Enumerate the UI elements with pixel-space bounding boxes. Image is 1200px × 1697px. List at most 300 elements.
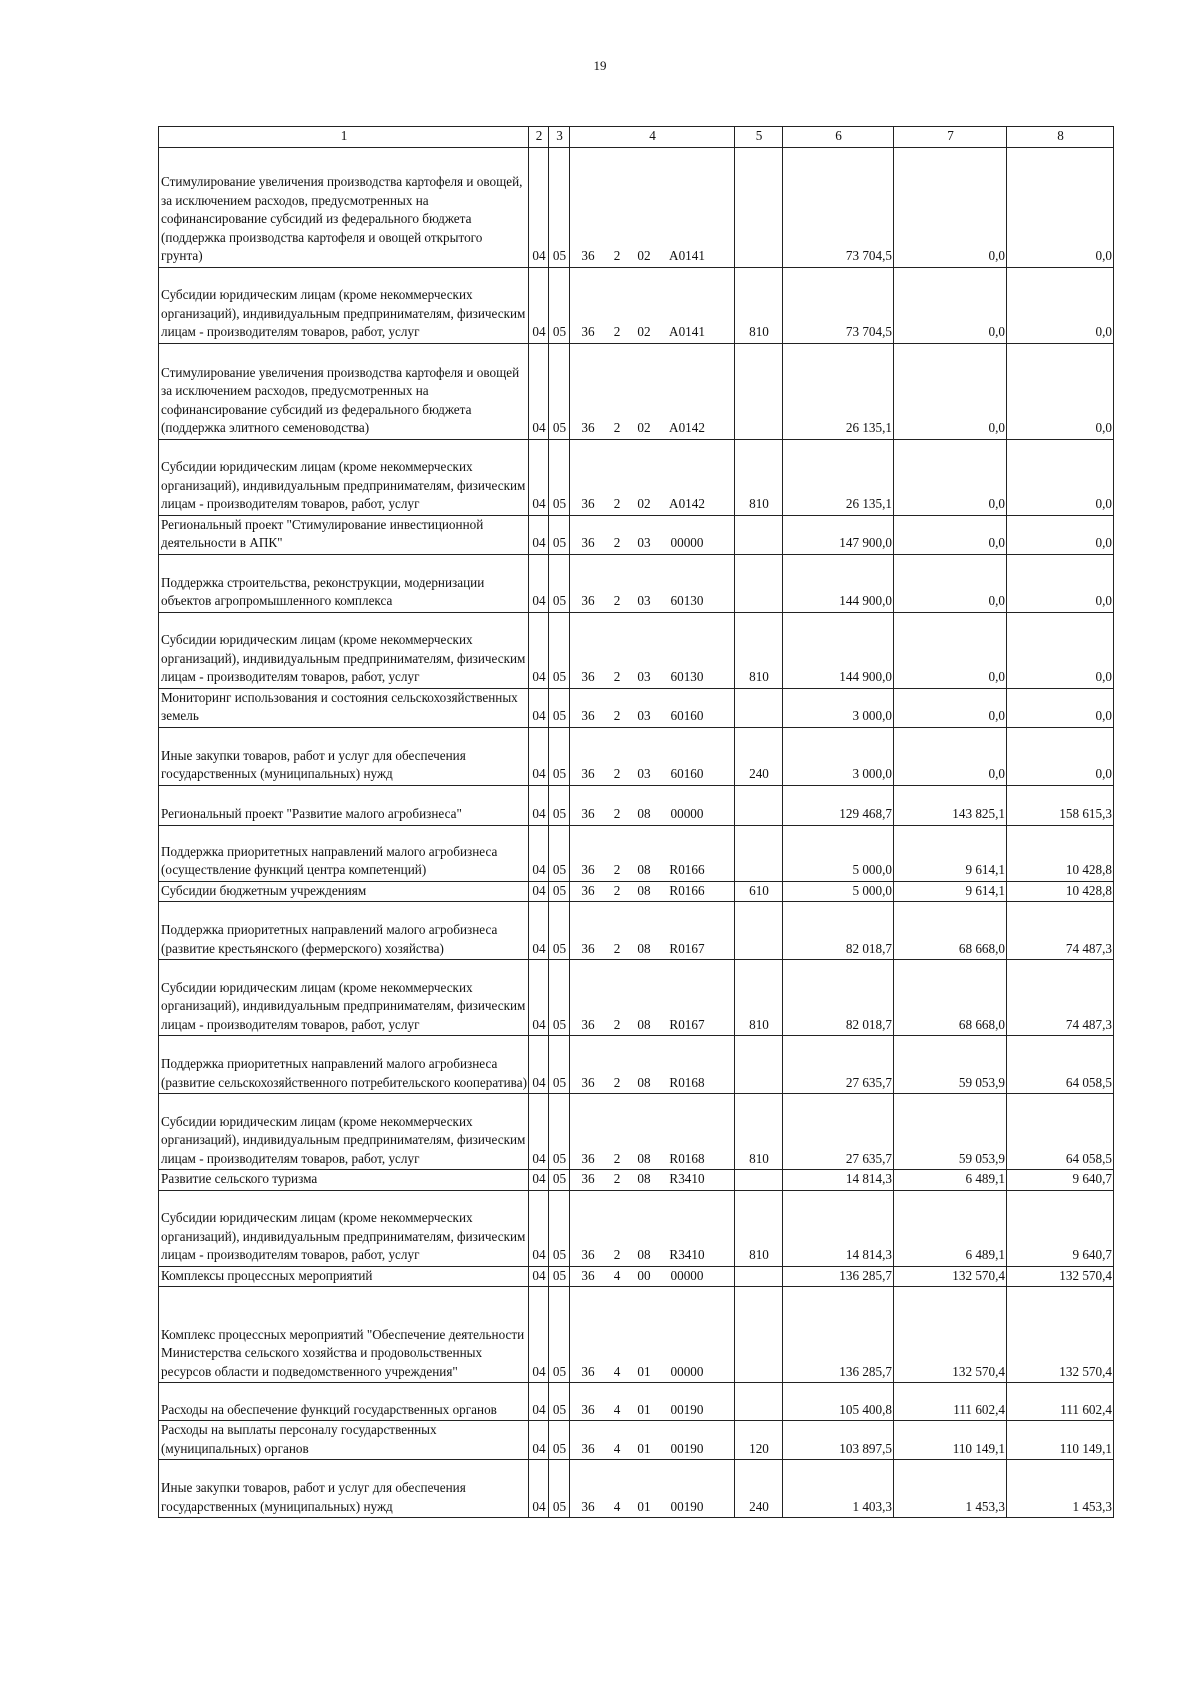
row-expense-type <box>735 785 783 825</box>
row-code-subsection: 05 <box>549 554 570 612</box>
target-code-k4: A0142 <box>669 496 705 511</box>
row-value-2024: 5 000,0 <box>783 825 894 881</box>
row-value-2026: 1 453,3 <box>1007 1460 1114 1518</box>
row-value-2025: 0,0 <box>894 554 1007 612</box>
target-code-k1: 36 <box>581 324 595 339</box>
row-value-2026: 158 615,3 <box>1007 785 1114 825</box>
target-code-k4: R0166 <box>669 862 705 877</box>
target-code-k3: 08 <box>637 940 651 956</box>
row-expense-type <box>735 1036 783 1094</box>
row-value-2025: 1 453,3 <box>894 1460 1007 1518</box>
target-code-k2: 2 <box>613 862 621 877</box>
row-value-2026: 9 640,7 <box>1007 1190 1114 1266</box>
row-name: Иные закупки товаров, работ и услуг для обеспечения государственных (муниципальных) нужд <box>159 1460 529 1518</box>
target-code-k2: 2 <box>613 420 621 435</box>
target-code-k3: 08 <box>637 1171 651 1186</box>
row-expense-type <box>735 554 783 612</box>
table-row <box>159 1094 1114 1170</box>
row-value-2024: 5 000,0 <box>783 881 894 902</box>
target-code-k4: R0167 <box>669 940 705 956</box>
row-value-2024: 14 814,3 <box>783 1190 894 1266</box>
row-code-section: 04 <box>529 1460 549 1518</box>
row-code-section: 04 <box>529 1383 549 1421</box>
row-code-subsection: 05 <box>549 515 570 554</box>
row-code-subsection: 05 <box>549 1460 570 1518</box>
target-code-k2: 2 <box>613 669 621 684</box>
row-value-2025: 143 825,1 <box>894 785 1007 825</box>
table-row <box>159 439 1114 515</box>
row-value-2025: 68 668,0 <box>894 960 1007 1036</box>
row-name: Субсидии юридическим лицам (кроме некоммерческих организаций), индивидуальным предпринимателям, физическим лицам - производителям товаров, работ, услуг <box>159 1094 529 1170</box>
target-code-k2: 4 <box>613 1363 621 1379</box>
row-value-2026: 0,0 <box>1007 515 1114 554</box>
row-value-2025: 111 602,4 <box>894 1383 1007 1421</box>
row-name: Комплексы процессных мероприятий <box>159 1266 529 1287</box>
row-code-subsection: 05 <box>549 1170 570 1191</box>
row-expense-type <box>735 1170 783 1191</box>
row-value-2026: 110 149,1 <box>1007 1421 1114 1460</box>
target-code-k1: 36 <box>581 1267 595 1283</box>
header-cell: 3 <box>549 127 570 148</box>
row-code-target <box>570 960 735 1036</box>
row-code-target <box>570 612 735 688</box>
row-expense-type: 810 <box>735 960 783 1036</box>
target-code-k4: 00000 <box>670 806 704 821</box>
row-value-2025: 6 489,1 <box>894 1170 1007 1191</box>
row-value-2024: 82 018,7 <box>783 960 894 1036</box>
row-code-subsection: 05 <box>549 902 570 960</box>
target-code-k2: 2 <box>613 1074 621 1090</box>
row-code-subsection: 05 <box>549 267 570 343</box>
row-name: Субсидии бюджетным учреждениям <box>159 881 529 902</box>
target-code-k3: 03 <box>637 669 651 684</box>
header-cell: 7 <box>894 127 1007 148</box>
row-name: Региональный проект "Развитие малого агробизнеса" <box>159 785 529 825</box>
target-code-k4: 60130 <box>670 669 704 684</box>
table-row <box>159 1460 1114 1518</box>
row-code-subsection: 05 <box>549 612 570 688</box>
row-value-2026: 132 570,4 <box>1007 1266 1114 1287</box>
row-value-2026: 10 428,8 <box>1007 825 1114 881</box>
row-name: Мониторинг использования и состояния сельскохозяйственных земель <box>159 688 529 727</box>
row-value-2025: 0,0 <box>894 727 1007 785</box>
table-row <box>159 785 1114 825</box>
target-code-k2: 2 <box>613 882 621 898</box>
row-code-subsection: 05 <box>549 147 570 267</box>
target-code-k4: R0168 <box>669 1074 705 1090</box>
row-value-2026: 0,0 <box>1007 688 1114 727</box>
target-code-k4: 60160 <box>670 708 704 723</box>
row-name: Комплекс процессных мероприятий "Обеспечение деятельности Министерства сельского хозяйства и продовольственных ресурсов области и подведомственного учреждения" <box>159 1287 529 1383</box>
row-code-target <box>570 1266 735 1287</box>
target-code-k2: 2 <box>613 1016 621 1032</box>
target-code-k4: R3410 <box>669 1247 705 1262</box>
table-row <box>159 1036 1114 1094</box>
row-code-subsection: 05 <box>549 881 570 902</box>
target-code-k1: 36 <box>581 1016 595 1032</box>
target-code-k1: 36 <box>581 1363 595 1379</box>
row-name: Стимулирование увеличения производства картофеля и овощей за исключением расходов, предусмотренных на софинансирование субсидий из федерального бюджета (поддержка элитного семеноводства) <box>159 343 529 439</box>
target-code-k4: R0166 <box>669 882 705 898</box>
row-expense-type <box>735 515 783 554</box>
target-code-k4: R3410 <box>669 1171 705 1186</box>
target-code-k1: 36 <box>581 496 595 511</box>
target-code-k1: 36 <box>581 882 595 898</box>
row-value-2024: 3 000,0 <box>783 688 894 727</box>
row-expense-type <box>735 1287 783 1383</box>
row-value-2026: 0,0 <box>1007 554 1114 612</box>
target-code-k4: A0141 <box>669 248 705 263</box>
row-name: Поддержка приоритетных направлений малого агробизнеса (развитие сельскохозяйственного потребительского кооператива) <box>159 1036 529 1094</box>
target-code-k2: 2 <box>613 324 621 339</box>
row-code-target <box>570 902 735 960</box>
table-body <box>159 147 1114 1518</box>
row-value-2025: 9 614,1 <box>894 881 1007 902</box>
row-expense-type <box>735 688 783 727</box>
target-code-k4: A0142 <box>669 420 705 435</box>
budget-table <box>158 126 1114 1518</box>
row-code-section: 04 <box>529 1287 549 1383</box>
target-code-k3: 02 <box>637 420 651 435</box>
row-code-target <box>570 515 735 554</box>
target-code-k2: 2 <box>613 593 621 608</box>
table-row <box>159 267 1114 343</box>
row-code-target <box>570 785 735 825</box>
row-value-2024: 27 635,7 <box>783 1036 894 1094</box>
row-code-section: 04 <box>529 1190 549 1266</box>
row-code-section: 04 <box>529 1421 549 1460</box>
target-code-k1: 36 <box>581 1074 595 1090</box>
target-code-k3: 02 <box>637 248 651 263</box>
target-code-k4: 00190 <box>670 1440 704 1456</box>
row-name: Субсидии юридическим лицам (кроме некоммерческих организаций), индивидуальным предпринимателям, физическим лицам - производителям товаров, работ, услуг <box>159 612 529 688</box>
target-code-k2: 2 <box>613 940 621 956</box>
row-code-target <box>570 147 735 267</box>
row-value-2025: 0,0 <box>894 688 1007 727</box>
row-name: Региональный проект "Стимулирование инвестиционной деятельности в АПК" <box>159 515 529 554</box>
row-expense-type <box>735 1383 783 1421</box>
table-row <box>159 825 1114 881</box>
row-value-2024: 73 704,5 <box>783 147 894 267</box>
target-code-k2: 2 <box>613 766 621 781</box>
row-code-subsection: 05 <box>549 1421 570 1460</box>
target-code-k2: 4 <box>613 1267 621 1283</box>
table-row <box>159 612 1114 688</box>
target-code-k1: 36 <box>581 1247 595 1262</box>
row-value-2026: 0,0 <box>1007 439 1114 515</box>
target-code-k1: 36 <box>581 1440 595 1456</box>
row-code-section: 04 <box>529 147 549 267</box>
row-value-2026: 9 640,7 <box>1007 1170 1114 1191</box>
target-code-k3: 03 <box>637 593 651 608</box>
row-value-2025: 0,0 <box>894 267 1007 343</box>
row-code-subsection: 05 <box>549 1190 570 1266</box>
target-code-k2: 2 <box>613 1247 621 1262</box>
row-value-2026: 74 487,3 <box>1007 902 1114 960</box>
row-value-2024: 129 468,7 <box>783 785 894 825</box>
target-code-k2: 2 <box>613 1171 621 1186</box>
row-name: Развитие сельского туризма <box>159 1170 529 1191</box>
row-code-target <box>570 825 735 881</box>
row-value-2025: 68 668,0 <box>894 902 1007 960</box>
target-code-k1: 36 <box>581 669 595 684</box>
row-code-target <box>570 881 735 902</box>
row-code-target <box>570 267 735 343</box>
target-code-k3: 08 <box>637 1150 651 1166</box>
row-value-2024: 73 704,5 <box>783 267 894 343</box>
table-row <box>159 1170 1114 1191</box>
header-cell: 4 <box>570 127 735 148</box>
target-code-k3: 03 <box>637 766 651 781</box>
row-value-2024: 144 900,0 <box>783 612 894 688</box>
target-code-k3: 08 <box>637 1016 651 1032</box>
row-code-subsection: 05 <box>549 960 570 1036</box>
row-name: Поддержка приоритетных направлений малого агробизнеса (развитие крестьянского (фермерского) хозяйства) <box>159 902 529 960</box>
row-value-2025: 132 570,4 <box>894 1287 1007 1383</box>
row-expense-type: 240 <box>735 727 783 785</box>
row-expense-type: 810 <box>735 612 783 688</box>
header-cell: 2 <box>529 127 549 148</box>
row-code-subsection: 05 <box>549 1287 570 1383</box>
row-value-2025: 59 053,9 <box>894 1036 1007 1094</box>
row-code-section: 04 <box>529 785 549 825</box>
row-value-2025: 59 053,9 <box>894 1094 1007 1170</box>
row-name: Стимулирование увеличения производства картофеля и овощей, за исключением расходов, предусмотренных на софинансирование субсидий из федерального бюджета (поддержка производства картофеля и овощей открытого грунта) <box>159 147 529 267</box>
target-code-k2: 2 <box>613 708 621 723</box>
target-code-k3: 00 <box>637 1267 651 1283</box>
row-code-section: 04 <box>529 267 549 343</box>
row-name: Субсидии юридическим лицам (кроме некоммерческих организаций), индивидуальным предпринимателям, физическим лицам - производителям товаров, работ, услуг <box>159 960 529 1036</box>
row-expense-type: 810 <box>735 1190 783 1266</box>
row-value-2024: 103 897,5 <box>783 1421 894 1460</box>
row-code-target <box>570 688 735 727</box>
target-code-k3: 08 <box>637 882 651 898</box>
target-code-k1: 36 <box>581 248 595 263</box>
target-code-k1: 36 <box>581 766 595 781</box>
row-code-section: 04 <box>529 1094 549 1170</box>
target-code-k1: 36 <box>581 940 595 956</box>
target-code-k3: 02 <box>637 324 651 339</box>
row-value-2024: 26 135,1 <box>783 343 894 439</box>
row-value-2026: 0,0 <box>1007 147 1114 267</box>
row-code-section: 04 <box>529 881 549 902</box>
row-expense-type: 120 <box>735 1421 783 1460</box>
target-code-k2: 2 <box>613 1150 621 1166</box>
target-code-k4: 00000 <box>670 1267 704 1283</box>
header-row <box>159 127 1114 148</box>
header-cell: 1 <box>159 127 529 148</box>
row-code-section: 04 <box>529 902 549 960</box>
row-value-2024: 14 814,3 <box>783 1170 894 1191</box>
target-code-k2: 2 <box>613 535 621 550</box>
target-code-k1: 36 <box>581 1171 595 1186</box>
target-code-k3: 02 <box>637 496 651 511</box>
row-value-2024: 3 000,0 <box>783 727 894 785</box>
row-code-target <box>570 343 735 439</box>
target-code-k1: 36 <box>581 593 595 608</box>
target-code-k4: 00190 <box>670 1498 704 1514</box>
row-code-section: 04 <box>529 439 549 515</box>
table-row <box>159 554 1114 612</box>
row-code-subsection: 05 <box>549 1036 570 1094</box>
target-code-k4: 00000 <box>670 1363 704 1379</box>
row-code-target <box>570 1287 735 1383</box>
row-value-2024: 1 403,3 <box>783 1460 894 1518</box>
row-value-2025: 132 570,4 <box>894 1266 1007 1287</box>
target-code-k2: 4 <box>613 1498 621 1514</box>
row-value-2025: 0,0 <box>894 343 1007 439</box>
row-value-2024: 136 285,7 <box>783 1266 894 1287</box>
table-row <box>159 1266 1114 1287</box>
row-code-section: 04 <box>529 1036 549 1094</box>
row-code-target <box>570 1190 735 1266</box>
table-row <box>159 960 1114 1036</box>
row-value-2025: 0,0 <box>894 612 1007 688</box>
row-code-section: 04 <box>529 343 549 439</box>
target-code-k3: 03 <box>637 708 651 723</box>
row-value-2024: 82 018,7 <box>783 902 894 960</box>
row-name: Субсидии юридическим лицам (кроме некоммерческих организаций), индивидуальным предпринимателям, физическим лицам - производителям товаров, работ, услуг <box>159 267 529 343</box>
target-code-k4: R0168 <box>669 1150 705 1166</box>
row-value-2026: 74 487,3 <box>1007 960 1114 1036</box>
target-code-k1: 36 <box>581 1150 595 1166</box>
row-code-target <box>570 439 735 515</box>
row-value-2025: 0,0 <box>894 147 1007 267</box>
target-code-k2: 4 <box>613 1401 621 1417</box>
row-code-subsection: 05 <box>549 1094 570 1170</box>
row-code-section: 04 <box>529 612 549 688</box>
row-value-2024: 136 285,7 <box>783 1287 894 1383</box>
table-row <box>159 1383 1114 1421</box>
target-code-k3: 01 <box>637 1440 651 1456</box>
row-value-2024: 105 400,8 <box>783 1383 894 1421</box>
row-expense-type <box>735 147 783 267</box>
table-row <box>159 1421 1114 1460</box>
target-code-k3: 01 <box>637 1363 651 1379</box>
row-name: Иные закупки товаров, работ и услуг для обеспечения государственных (муниципальных) нужд <box>159 727 529 785</box>
row-name: Субсидии юридическим лицам (кроме некоммерческих организаций), индивидуальным предпринимателям, физическим лицам - производителям товаров, работ, услуг <box>159 1190 529 1266</box>
row-code-target <box>570 1170 735 1191</box>
row-expense-type: 240 <box>735 1460 783 1518</box>
row-code-section: 04 <box>529 688 549 727</box>
row-code-section: 04 <box>529 515 549 554</box>
target-code-k2: 2 <box>613 496 621 511</box>
row-value-2024: 27 635,7 <box>783 1094 894 1170</box>
target-code-k3: 01 <box>637 1498 651 1514</box>
row-code-target <box>570 727 735 785</box>
row-code-target <box>570 1036 735 1094</box>
row-expense-type: 810 <box>735 439 783 515</box>
row-value-2025: 0,0 <box>894 515 1007 554</box>
row-name: Расходы на выплаты персоналу государственных (муниципальных) органов <box>159 1421 529 1460</box>
target-code-k4: A0141 <box>669 324 705 339</box>
target-code-k1: 36 <box>581 806 595 821</box>
target-code-k1: 36 <box>581 1401 595 1417</box>
table-row <box>159 515 1114 554</box>
row-code-target <box>570 1094 735 1170</box>
row-code-subsection: 05 <box>549 688 570 727</box>
target-code-k3: 03 <box>637 535 651 550</box>
row-expense-type <box>735 902 783 960</box>
header-cell: 5 <box>735 127 783 148</box>
row-value-2025: 9 614,1 <box>894 825 1007 881</box>
target-code-k4: 60160 <box>670 766 704 781</box>
row-code-section: 04 <box>529 1266 549 1287</box>
table-row <box>159 688 1114 727</box>
table-row <box>159 1190 1114 1266</box>
row-code-section: 04 <box>529 960 549 1036</box>
row-expense-type: 810 <box>735 267 783 343</box>
row-code-subsection: 05 <box>549 825 570 881</box>
row-expense-type <box>735 1266 783 1287</box>
table-row <box>159 727 1114 785</box>
row-value-2024: 144 900,0 <box>783 554 894 612</box>
target-code-k2: 2 <box>613 248 621 263</box>
row-value-2026: 132 570,4 <box>1007 1287 1114 1383</box>
row-code-subsection: 05 <box>549 1383 570 1421</box>
table-row <box>159 343 1114 439</box>
target-code-k3: 01 <box>637 1401 651 1417</box>
row-code-section: 04 <box>529 1170 549 1191</box>
target-code-k1: 36 <box>581 420 595 435</box>
row-name: Расходы на обеспечение функций государственных органов <box>159 1383 529 1421</box>
target-code-k1: 36 <box>581 708 595 723</box>
row-code-subsection: 05 <box>549 785 570 825</box>
table-row <box>159 1287 1114 1383</box>
row-code-section: 04 <box>529 727 549 785</box>
target-code-k1: 36 <box>581 1498 595 1514</box>
table-row <box>159 902 1114 960</box>
target-code-k2: 4 <box>613 1440 621 1456</box>
row-value-2024: 26 135,1 <box>783 439 894 515</box>
header-cell: 8 <box>1007 127 1114 148</box>
row-value-2026: 0,0 <box>1007 267 1114 343</box>
target-code-k4: 60130 <box>670 593 704 608</box>
target-code-k1: 36 <box>581 862 595 877</box>
target-code-k3: 08 <box>637 806 651 821</box>
row-code-subsection: 05 <box>549 439 570 515</box>
target-code-k4: R0167 <box>669 1016 705 1032</box>
row-value-2026: 0,0 <box>1007 343 1114 439</box>
target-code-k1: 36 <box>581 535 595 550</box>
row-code-section: 04 <box>529 825 549 881</box>
row-value-2025: 6 489,1 <box>894 1190 1007 1266</box>
row-value-2025: 110 149,1 <box>894 1421 1007 1460</box>
row-expense-type <box>735 343 783 439</box>
row-value-2026: 111 602,4 <box>1007 1383 1114 1421</box>
row-code-target <box>570 554 735 612</box>
row-value-2026: 0,0 <box>1007 612 1114 688</box>
row-name: Поддержка приоритетных направлений малого агробизнеса (осуществление функций центра компетенций) <box>159 825 529 881</box>
row-value-2026: 64 058,5 <box>1007 1036 1114 1094</box>
row-code-section: 04 <box>529 554 549 612</box>
target-code-k2: 2 <box>613 806 621 821</box>
row-value-2026: 10 428,8 <box>1007 881 1114 902</box>
row-name: Субсидии юридическим лицам (кроме некоммерческих организаций), индивидуальным предпринимателям, физическим лицам - производителям товаров, работ, услуг <box>159 439 529 515</box>
row-expense-type <box>735 825 783 881</box>
table-row <box>159 147 1114 267</box>
row-code-target <box>570 1460 735 1518</box>
row-value-2025: 0,0 <box>894 439 1007 515</box>
target-code-k4: 00190 <box>670 1401 704 1417</box>
row-value-2026: 0,0 <box>1007 727 1114 785</box>
target-code-k3: 08 <box>637 1247 651 1262</box>
row-code-subsection: 05 <box>549 343 570 439</box>
row-value-2026: 64 058,5 <box>1007 1094 1114 1170</box>
row-expense-type: 810 <box>735 1094 783 1170</box>
target-code-k3: 08 <box>637 862 651 877</box>
row-code-subsection: 05 <box>549 1266 570 1287</box>
